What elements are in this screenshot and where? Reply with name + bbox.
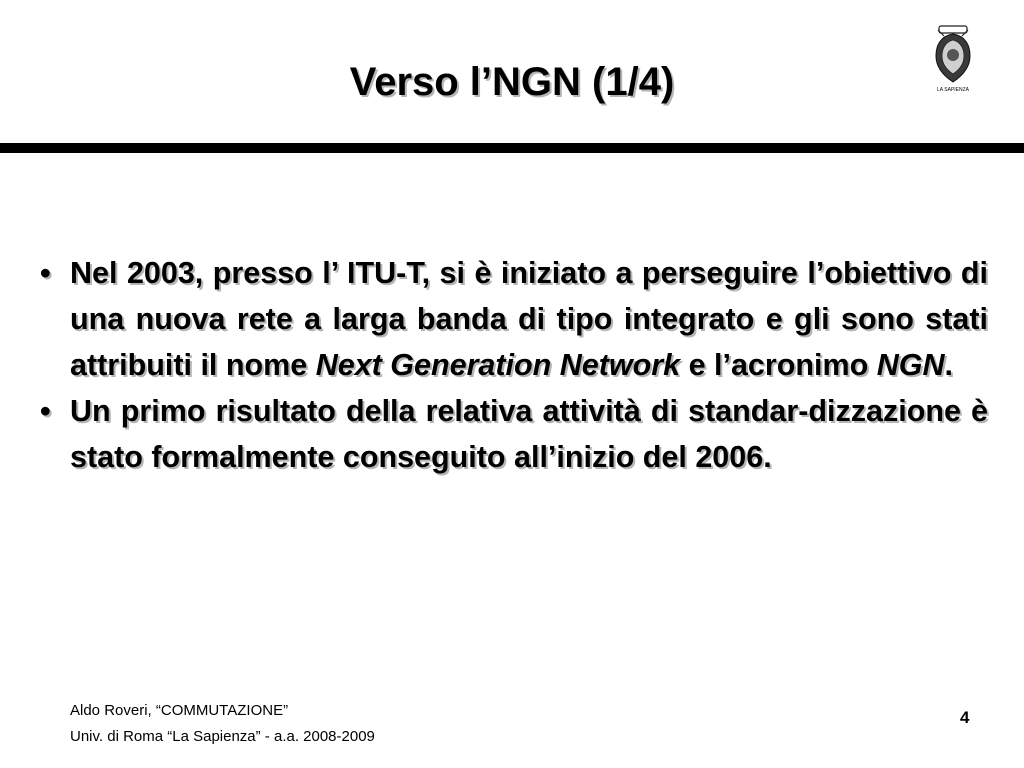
bullet-item-1: [32, 250, 988, 388]
bullet-marker: •: [40, 394, 51, 428]
slide-title: Verso l’NGN (1/4): [349, 60, 675, 104]
title-divider: [0, 143, 1024, 153]
footer-university: Univ. di Roma “La Sapienza” - a.a. 2008-2009: [70, 728, 375, 745]
bullet-list: [32, 250, 988, 480]
page-number: 4: [960, 708, 970, 727]
university-seal-logo: [930, 24, 976, 94]
bullet-item-2: [32, 388, 988, 480]
footer-author: Aldo Roveri, “COMMUTAZIONE”: [70, 702, 289, 719]
bullet-1-text-a: Nel 2003, presso l’ ITU-T, si è iniziato a perseguire l’obiettivo di una nuova rete a larga banda di tipo integrato e gli sono stati attribuiti il nome: [70, 256, 988, 382]
logo-caption: LA SAPIENZA: [937, 87, 969, 93]
bullet-1-term-ngn-acronym: NGN: [876, 348, 945, 382]
bullet-1-text-b: e l’acronimo: [680, 348, 877, 382]
bullet-1-term-ngn-full: Next Generation Network: [315, 348, 681, 382]
bullet-2-text: Un primo risultato della relativa attività di standar-dizzazione è stato formalmente conseguito all’inizio del 2006.: [70, 394, 988, 474]
bullet-1-text-c: .: [944, 348, 953, 382]
bullet-marker: •: [40, 256, 51, 290]
